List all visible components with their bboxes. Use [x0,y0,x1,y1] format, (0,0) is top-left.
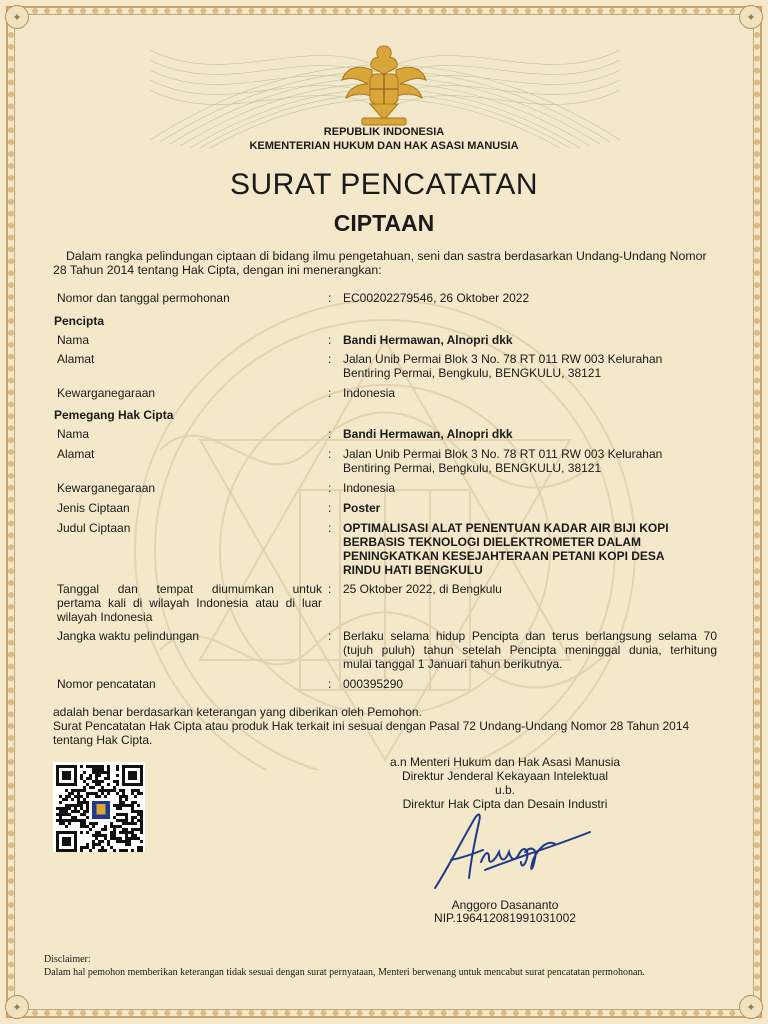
colon: : [328,291,332,305]
holder-address-value [343,447,717,475]
signatory-line: Direktur Hak Cipta dan Desain Industri [402,797,608,811]
signatory-name: Anggoro Dasananto [451,898,559,912]
closing-line: tentang Hak Cipta. [53,733,153,747]
field-label: Nama [57,333,90,347]
qr-code [53,762,145,852]
creator-section-heading: Pencipta [54,314,105,328]
document-subtitle: CIPTAAN [333,210,435,236]
document-title: SURAT PENCATATAN [229,168,539,201]
record-number-value: 000395290 [343,677,404,691]
address-line: Bentiring Permai, Bengkulu, BENGKULU, 38121 [343,366,602,380]
corner-ornament-icon: ✦ [5,995,29,1019]
address-line: Bentiring Permai, Bengkulu, BENGKULU, 38121 [343,461,602,475]
work-type-value: Poster [343,501,381,515]
application-number-value: EC00202279546, 26 Oktober 2022 [343,291,530,305]
republic-heading: REPUBLIK INDONESIA [323,126,445,138]
colon: : [328,386,332,400]
holder-section-heading: Pemegang Hak Cipta [54,408,174,422]
signatory-line: a.n Menteri Hukum dan Hak Asasi Manusia [389,755,621,769]
garuda-emblem-icon [338,40,430,128]
protection-line: mulai tanggal 1 Januari tahun berikutnya. [343,657,563,671]
field-label: Nomor dan tanggal permohonan [57,291,230,305]
title-line: BERBASIS TEKNOLOGI DIELEKTROMETER DALAM [343,535,642,549]
protection-value [343,629,717,671]
field-label: Alamat [57,447,95,461]
holder-citizenship-value: Indonesia [343,481,396,495]
colon: : [328,677,332,691]
disclaimer-text: Dalam hal pemohon memberikan keterangan tidak sesuai dengan surat pernyataan, Menteri berwenang untuk mencabut surat pencatatan permohonan. [44,967,645,978]
field-label: Nomor pencatatan [57,677,156,691]
closing-line: adalah benar berdasarkan keterangan yang diberikan oleh Pemohon. [53,705,422,719]
closing-paragraph [53,705,717,747]
signature [425,800,595,895]
corner-ornament-icon: ✦ [5,5,29,29]
field-label: Judul Ciptaan [57,521,131,535]
colon: : [328,501,332,515]
work-title-value [343,521,717,577]
colon: : [328,481,332,495]
field-label: Jangka waktu pelindungan [57,629,200,643]
label-line: pertama kali di wilayah Indonesia atau di luar [57,596,322,610]
intro-paragraph: Dalam rangka pelindungan ciptaan di bidang ilmu pengetahuan, seni dan sastra berdasarkan Undang-Undang Nomor 28 Tahun 2014 tentang Hak Cipta, dengan ini menerangkan: [53,249,707,277]
disclaimer-title: Disclaimer: [44,954,91,965]
closing-line: Surat Pencatatan Hak Cipta atau produk Hak terkait ini sesuai dengan Pasal 72 Undang-Undang Nomor 28 Tahun 2014 [53,719,690,733]
title-line: OPTIMALISASI ALAT PENENTUAN KADAR AIR BIJI KOPI [343,521,669,535]
announcement-label [57,582,322,624]
field-label: Nama [57,427,90,441]
creator-address-value [343,352,717,380]
protection-line: (tujuh puluh) tahun setelah Pencipta meninggal dunia, terhitung [343,643,717,657]
colon: : [328,629,332,643]
colon: : [328,352,332,366]
colon: : [328,333,332,347]
colon: : [328,521,332,535]
signatory-nip: NIP.196412081991031002 [434,911,576,925]
corner-ornament-icon: ✦ [739,995,763,1019]
field-label: Alamat [57,352,95,366]
ministry-heading: KEMENTERIAN HUKUM DAN HAK ASASI MANUSIA [249,140,519,152]
colon: : [328,447,332,461]
label-line: Tanggal dan tempat diumumkan untuk [57,582,322,596]
address-line: Jalan Unib Permai Blok 3 No. 78 RT 011 RW 003 Kelurahan [343,352,663,366]
address-line: Jalan Unib Permai Blok 3 No. 78 RT 011 RW 003 Kelurahan [343,447,663,461]
field-label: Kewarganegaraan [57,481,156,495]
protection-line: Berlaku selama hidup Pencipta dan terus berlangsung selama 70 [343,629,717,643]
announcement-value: 25 Oktober 2022, di Bengkulu [343,582,502,596]
creator-name-value: Bandi Hermawan, Alnopri dkk [343,333,513,347]
holder-name-value: Bandi Hermawan, Alnopri dkk [343,427,513,441]
title-line: RINDU HATI BENGKULU [343,563,483,577]
label-line: wilayah Indonesia [57,610,153,624]
field-label: Kewarganegaraan [57,386,156,400]
signatory-line: u.b. [494,783,515,797]
corner-ornament-icon: ✦ [739,5,763,29]
signatory-line: Direktur Jenderal Kekayaan Intelektual [401,769,609,783]
colon: : [328,427,332,441]
colon: : [328,582,332,596]
field-label: Jenis Ciptaan [57,501,130,515]
title-line: PENINGKATKAN KESEJAHTERAAN PETANI KOPI DESA [343,549,665,563]
creator-citizenship-value: Indonesia [343,386,396,400]
